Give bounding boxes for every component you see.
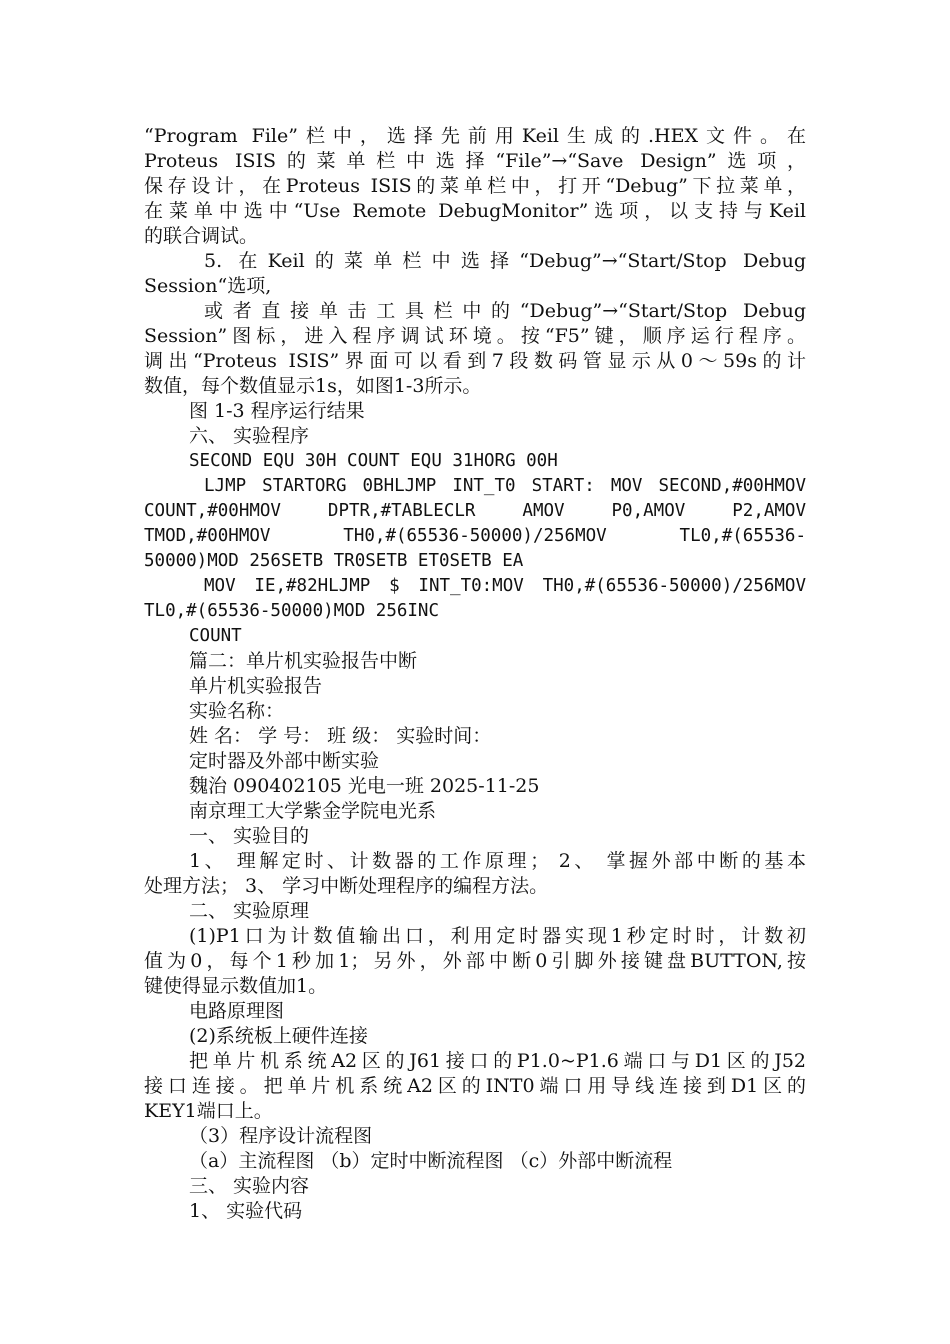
text-line: 或者直接单击工具栏中的“Debug”→“Start/Stop Debug	[204, 300, 806, 322]
text-line: 的联合调试。	[144, 225, 259, 247]
text-line: 保存设计，在Proteus ISIS的菜单栏中，打开“Debug”下拉菜单，	[144, 175, 806, 197]
text-line: 把单片机系统A2区的J61接口的P1.0~P1.6端口与D1区的J52	[189, 1050, 806, 1072]
text-line: 处理方法； 3、 学习中断处理程序的编程方法。	[144, 875, 549, 897]
text-line: 定时器及外部中断实验	[189, 750, 380, 772]
text-line: KEY1端口上。	[144, 1100, 273, 1122]
section-heading: 二、 实验原理	[189, 900, 310, 922]
text-line: 5. 在Keil的菜单栏中选择“Debug”→“Start/Stop Debug	[204, 250, 806, 272]
code-line: TMOD,#00HMOV TH0,#(65536-50000)/256MOV TL0,#(65536-	[144, 526, 806, 546]
text-line: 键使得显示数值加1。	[144, 975, 328, 997]
text-line: （a）主流程图 （b）定时中断流程图 （c）外部中断流程	[189, 1150, 673, 1172]
text-line: “Program File”栏中，选择先前用Keil生成的.HEX文件。在	[144, 125, 806, 147]
text-line: 数值，每个数值显示1s，如图1-3所示。	[144, 375, 482, 397]
text-line: (1)P1口为计数值输出口，利用定时器实现1秒定时时，计数初	[189, 925, 806, 947]
code-line: SECOND EQU 30H COUNT EQU 31HORG 00H	[189, 451, 558, 471]
text-line: 1、 实验代码	[189, 1200, 303, 1222]
section-heading: 一、 实验目的	[189, 825, 310, 847]
section-heading: 六、 实验程序	[189, 425, 310, 447]
report-title: 单片机实验报告	[189, 675, 323, 697]
text-line: 接口连接。把单片机系统A2区的INT0端口用导线连接到D1区的	[144, 1075, 806, 1097]
text-line: 电路原理图	[189, 1000, 285, 1022]
text-line: 调出“Proteus ISIS”界面可以看到7段数码管显示从0～59s的计	[144, 350, 806, 372]
text-line: Session”图标，进入程序调试环境。按“F5”键，顺序运行程序。	[144, 325, 806, 347]
text-line: Proteus ISIS的菜单栏中选择“File”→“Save Design”选项，	[144, 150, 806, 172]
text-line: 值为0，每个1秒加1；另外，外部中断0引脚外接键盘BUTTON,按	[144, 950, 806, 972]
text-line: 实验名称：	[189, 700, 285, 722]
code-line: LJMP STARTORG 0BHLJMP INT_T0 START: MOV SECOND,#00HMOV	[204, 476, 806, 496]
text-line: Session“选项,	[144, 275, 272, 297]
text-line: 姓 名： 学 号： 班 级： 实验时间：	[189, 725, 492, 747]
code-line: TL0,#(65536-50000)MOD 256INC	[144, 601, 440, 621]
chapter-heading: 篇二：单片机实验报告中断	[189, 650, 418, 672]
figure-caption: 图 1-3 程序运行结果	[189, 400, 365, 422]
section-heading: 三、 实验内容	[189, 1175, 310, 1197]
code-line: 50000)MOD 256SETB TR0SETB ET0SETB EA	[144, 551, 524, 571]
text-line: 魏治 090402105 光电一班 2025-11-25	[189, 775, 540, 797]
text-line: 在菜单中选中“Use Remote DebugMonitor”选项，以支持与Keil	[144, 200, 806, 222]
text-line: （3）程序设计流程图	[189, 1125, 373, 1147]
text-line: 南京理工大学紫金学院电光系	[189, 800, 437, 822]
code-line: MOV IE,#82HLJMP $ INT_T0:MOV TH0,#(65536-50000)/256MOV	[204, 576, 806, 596]
code-line: COUNT	[189, 626, 242, 646]
code-line: COUNT,#00HMOV DPTR,#TABLECLR AMOV P0,AMOV P2,AMOV	[144, 501, 806, 521]
text-line: 1、 理解定时、计数器的工作原理； 2、 掌握外部中断的基本	[189, 850, 806, 872]
text-line: (2)系统板上硬件连接	[189, 1025, 368, 1047]
